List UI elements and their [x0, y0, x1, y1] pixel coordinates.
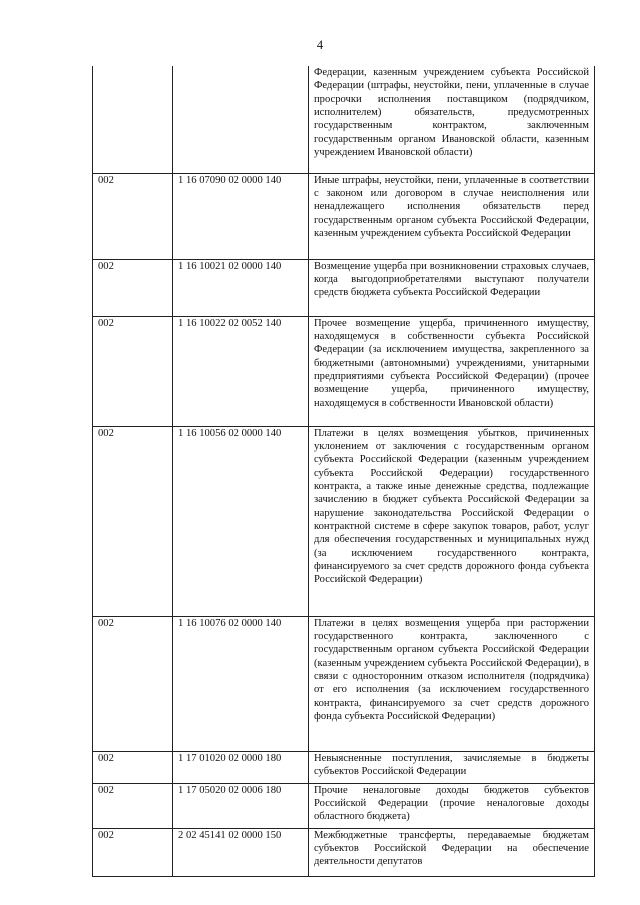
description-cell: Прочее возмещение ущерба, причиненного имуществу, находящемуся в собственности субъекта Российской Федерации (за исключением имущества, закрепленного за бюджетными (автономными) учреждениями, унитарными предприятиями субъекта Российской Федерации) (прочее возмещение ущерба, причиненного имуществу, находящемуся в собственности Ивановской области) — [309, 316, 595, 426]
table-row — [93, 616, 595, 751]
admin-code-cell — [93, 66, 173, 173]
admin-code-cell: 002 — [93, 173, 173, 259]
table-row — [93, 259, 595, 316]
description-cell: Прочие неналоговые доходы бюджетов субъектов Российской Федерации (прочие неналоговые доходы областного бюджета) — [309, 783, 595, 828]
description-cell: Федерации, казенным учреждением субъекта Российской Федерации (штрафы, неустойки, пени, уплаченные в случае просрочки исполнения поставщиком (подрядчиком, исполнителем) обязательств, предусмотренных государственным контрактом, заключенным государственным органом Ивановской области, казенным учреждением Ивановской области) — [309, 66, 595, 173]
budget-code-cell: 1 16 10076 02 0000 140 — [173, 616, 309, 751]
budget-code-cell: 1 16 10022 02 0052 140 — [173, 316, 309, 426]
table-row — [93, 66, 595, 173]
table-row — [93, 828, 595, 876]
table-row — [93, 426, 595, 616]
admin-code-cell: 002 — [93, 259, 173, 316]
description-cell: Невыясненные поступления, зачисляемые в бюджеты субъектов Российской Федерации — [309, 751, 595, 783]
budget-code-cell — [173, 66, 309, 173]
revenue-codes-table — [92, 66, 595, 877]
table-row — [93, 751, 595, 783]
admin-code-cell: 002 — [93, 783, 173, 828]
admin-code-cell: 002 — [93, 316, 173, 426]
budget-code-cell: 1 17 01020 02 0000 180 — [173, 751, 309, 783]
table-row — [93, 173, 595, 259]
admin-code-cell: 002 — [93, 426, 173, 616]
description-cell: Платежи в целях возмещения ущерба при расторжении государственного контракта, заключенного с государственным органом субъекта Российской Федерации (казенным учреждением субъекта Российской Федерации), в связи с односторонним отказом исполнителя (подрядчика) от его исполнения (за исключением государственного контракта, финансируемого за счет средств дорожного фонда субъекта Российской Федерации) — [309, 616, 595, 751]
page-number: 4 — [316, 38, 324, 52]
budget-code-cell: 1 16 10021 02 0000 140 — [173, 259, 309, 316]
table-row — [93, 316, 595, 426]
table-row — [93, 783, 595, 828]
admin-code-cell: 002 — [93, 616, 173, 751]
budget-code-cell: 1 16 07090 02 0000 140 — [173, 173, 309, 259]
admin-code-cell: 002 — [93, 751, 173, 783]
description-cell: Иные штрафы, неустойки, пени, уплаченные в соответствии с законом или договором в случае неисполнения или ненадлежащего исполнения обязательств перед государственным органом субъекта Российской Федерации, казенным учреждением субъекта Российской Федерации — [309, 173, 595, 259]
admin-code-cell: 002 — [93, 828, 173, 876]
description-cell: Межбюджетные трансферты, передаваемые бюджетам субъектов Российской Федерации на обеспечение деятельности депутатов — [309, 828, 595, 876]
description-cell: Возмещение ущерба при возникновении страховых случаев, когда выгодоприобретателями выступают получатели средств бюджета субъекта Российской Федерации — [309, 259, 595, 316]
description-cell: Платежи в целях возмещения убытков, причиненных уклонением от заключения с государственным органом субъекта Российской Федерации (казенным учреждением субъекта Российской Федерации) государственного контракта, а также иные денежные средства, подлежащие зачислению в бюджет субъекта Российской Федерации за нарушение законодательства Российской Федерации о контрактной системе в сфере закупок товаров, работ, услуг для обеспечения государственных и муниципальных нужд (за исключением государственного контракта, финансируемого за счет средств дорожного фонда субъекта Российской Федерации) — [309, 426, 595, 616]
budget-code-cell: 1 17 05020 02 0006 180 — [173, 783, 309, 828]
budget-code-cell: 2 02 45141 02 0000 150 — [173, 828, 309, 876]
budget-code-cell: 1 16 10056 02 0000 140 — [173, 426, 309, 616]
